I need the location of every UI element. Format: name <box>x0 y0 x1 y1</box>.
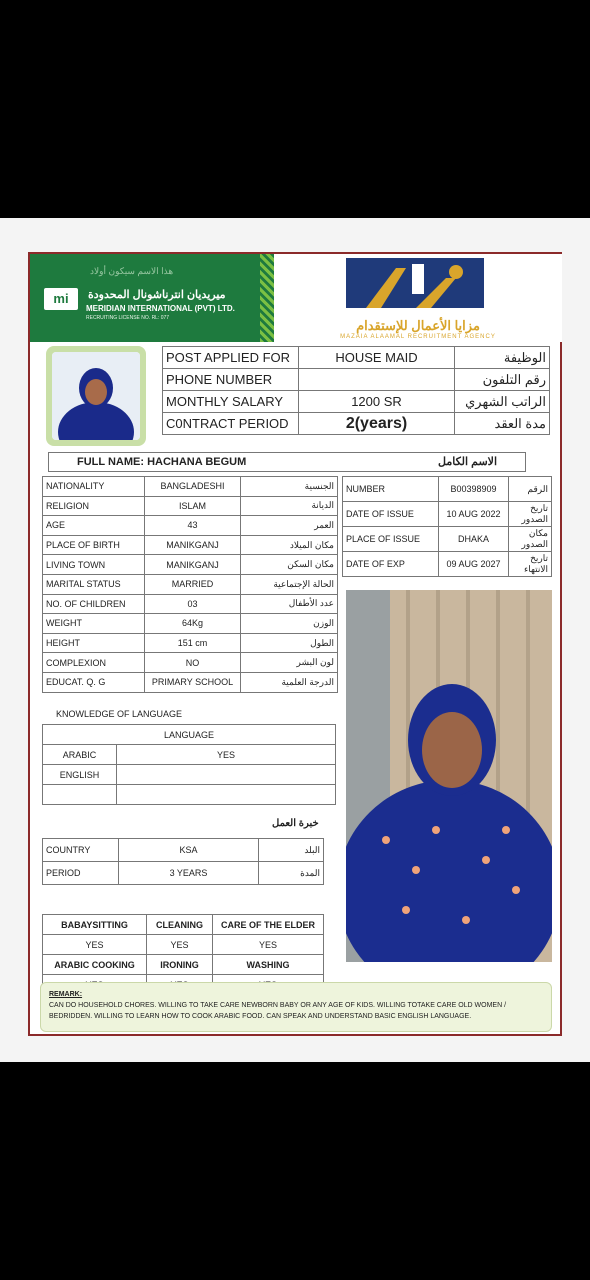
table-row <box>343 552 552 577</box>
table-row <box>43 955 324 975</box>
personal-label: AGE <box>43 516 145 536</box>
personal-label: RELIGION <box>43 496 145 516</box>
job-label: POST APPLIED FOR <box>163 347 299 369</box>
meridian-license: RECRUITING LICENSE NO. RL: 077 <box>86 315 170 321</box>
job-label: PHONE NUMBER <box>163 369 299 391</box>
personal-ar: الطول <box>241 633 338 653</box>
skill-name: IRONING <box>147 955 213 975</box>
experience-table <box>42 838 324 885</box>
meridian-logo: mi <box>44 288 78 310</box>
table-row <box>163 347 550 369</box>
personal-table <box>42 476 338 693</box>
personal-value: MANIKGANJ <box>145 535 241 555</box>
table-row <box>43 516 338 536</box>
personal-ar: الوزن <box>241 614 338 634</box>
agency-arabic-name: مزايا الأعمال للإستقدام <box>356 318 480 333</box>
table-row <box>43 477 338 497</box>
personal-value: ISLAM <box>145 496 241 516</box>
remark-box <box>40 982 552 1032</box>
language-value <box>117 765 336 785</box>
job-value: 1200 SR <box>299 391 455 413</box>
language-name <box>43 785 117 805</box>
passport-ar: تاريخ الصدور <box>509 502 552 527</box>
language-value: YES <box>117 745 336 765</box>
job-label-ar: الراتب الشهري <box>455 391 550 413</box>
passport-value: DHAKA <box>439 527 509 552</box>
job-label-ar: مدة العقد <box>455 413 550 435</box>
personal-label: PLACE OF BIRTH <box>43 535 145 555</box>
passport-ar: تاريخ الانتهاء <box>509 552 552 577</box>
full-name-label-ar: الاسم الكامل <box>438 456 497 468</box>
table-row <box>43 672 338 692</box>
experience-value: KSA <box>119 839 259 862</box>
personal-label: MARITAL STATUS <box>43 574 145 594</box>
passport-label: PLACE OF ISSUE <box>343 527 439 552</box>
document-page <box>0 218 590 1062</box>
personal-ar: مكان الميلاد <box>241 535 338 555</box>
table-row <box>343 477 552 502</box>
table-row <box>43 574 338 594</box>
personal-label: LIVING TOWN <box>43 555 145 575</box>
personal-label: WEIGHT <box>43 614 145 634</box>
personal-label: HEIGHT <box>43 633 145 653</box>
experience-title: خبرة العمل <box>272 818 319 829</box>
personal-value: MARRIED <box>145 574 241 594</box>
skill-value: YES <box>43 935 147 955</box>
skill-value: YES <box>147 935 213 955</box>
personal-label: COMPLEXION <box>43 653 145 673</box>
personal-ar: لون البشر <box>241 653 338 673</box>
passport-label: DATE OF ISSUE <box>343 502 439 527</box>
agency-logo <box>336 258 494 316</box>
language-title: KNOWLEDGE OF LANGUAGE <box>56 709 183 719</box>
passport-value: B00398909 <box>439 477 509 502</box>
passport-label: NUMBER <box>343 477 439 502</box>
table-row <box>43 653 338 673</box>
experience-label: PERIOD <box>43 862 119 885</box>
table-row <box>43 915 324 935</box>
meridian-arabic-top: هذا الاسم سيكون أولاد <box>90 266 174 276</box>
applicant-photo-small <box>46 346 146 446</box>
table-row <box>343 527 552 552</box>
table-row <box>343 502 552 527</box>
applicant-photo-full <box>346 590 552 962</box>
table-row <box>43 594 338 614</box>
table-row <box>163 413 550 435</box>
table-row <box>43 614 338 634</box>
table-row <box>43 725 336 745</box>
job-label: C0NTRACT PERIOD <box>163 413 299 435</box>
personal-value: 03 <box>145 594 241 614</box>
personal-ar: عدد الأطفال <box>241 594 338 614</box>
personal-label: NATIONALITY <box>43 477 145 497</box>
table-row <box>43 765 336 785</box>
cv-sheet <box>28 252 562 1036</box>
experience-value: 3 YEARS <box>119 862 259 885</box>
job-value: 2(years) <box>299 413 455 435</box>
table-row <box>43 745 336 765</box>
job-label: MONTHLY SALARY <box>163 391 299 413</box>
table-row <box>43 535 338 555</box>
table-row <box>163 369 550 391</box>
skill-value: YES <box>213 935 324 955</box>
meridian-header <box>30 254 274 342</box>
personal-value: 43 <box>145 516 241 536</box>
meridian-arabic-name: ميريديان انترناشونال المحدودة <box>88 289 226 301</box>
skill-name: ARABIC COOKING <box>43 955 147 975</box>
personal-value: PRIMARY SCHOOL <box>145 672 241 692</box>
job-label-ar: الوظيفة <box>455 347 550 369</box>
language-table <box>42 724 336 805</box>
remark-text: CAN DO HOUSEHOLD CHORES. WILLING TO TAKE CARE NEWBORN BABY OR ANY AGE OF KIDS. WILLING TOTAKE CARE OLD WOMEN / BEDRIDDEN. WILLING TO LEARN HOW TO COOK ARABIC FOOD. CAN SPEAK AND UNDERSTAND BASIC ENGLISH LANGUAGE. <box>49 1002 507 1020</box>
passport-ar: مكان الصدور <box>509 527 552 552</box>
language-name: ENGLISH <box>43 765 117 785</box>
skill-name: BABAYSITTING <box>43 915 147 935</box>
personal-ar: الجنسية <box>241 477 338 497</box>
table-row <box>43 496 338 516</box>
experience-label-ar: البلد <box>259 839 324 862</box>
table-row <box>43 633 338 653</box>
experience-label: COUNTRY <box>43 839 119 862</box>
passport-value: 10 AUG 2022 <box>439 502 509 527</box>
personal-value: MANIKGANJ <box>145 555 241 575</box>
skill-name: CARE OF THE ELDER <box>213 915 324 935</box>
personal-value: 151 cm <box>145 633 241 653</box>
full-name-value: HACHANA BEGUM <box>147 456 247 468</box>
skill-name: CLEANING <box>147 915 213 935</box>
table-row <box>163 391 550 413</box>
language-name: ARABIC <box>43 745 117 765</box>
passport-value: 09 AUG 2027 <box>439 552 509 577</box>
agency-header <box>274 254 562 342</box>
full-name-row <box>48 452 526 472</box>
personal-label: NO. OF CHILDREN <box>43 594 145 614</box>
personal-ar: الحالة الإجتماعية <box>241 574 338 594</box>
meridian-english-name: MERIDIAN INTERNATIONAL (PVT) LTD. <box>86 304 235 313</box>
personal-ar: العمر <box>241 516 338 536</box>
agency-english-name: MAZAIA ALAAMAL RECRUITMENT AGENCY <box>340 334 496 340</box>
full-name-label: FULL NAME: <box>77 456 145 468</box>
personal-ar: مكان السكن <box>241 555 338 575</box>
table-row <box>43 935 324 955</box>
passport-label: DATE OF EXP <box>343 552 439 577</box>
job-value: HOUSE MAID <box>299 347 455 369</box>
personal-value: BANGLADESHI <box>145 477 241 497</box>
decorative-border <box>260 254 274 342</box>
personal-ar: الدرجة العلمية <box>241 672 338 692</box>
table-row <box>43 862 324 885</box>
job-table <box>162 346 550 435</box>
table-row <box>43 839 324 862</box>
personal-ar: الديانة <box>241 496 338 516</box>
language-value <box>117 785 336 805</box>
personal-label: EDUCAT. Q. G <box>43 672 145 692</box>
table-row <box>43 555 338 575</box>
experience-label-ar: المدة <box>259 862 324 885</box>
job-value <box>299 369 455 391</box>
job-label-ar: رقم التلفون <box>455 369 550 391</box>
passport-table <box>342 476 552 577</box>
table-row <box>43 785 336 805</box>
skill-name: WASHING <box>213 955 324 975</box>
language-header: LANGUAGE <box>43 725 336 745</box>
personal-value: 64Kg <box>145 614 241 634</box>
remark-label: REMARK: <box>49 991 83 998</box>
passport-ar: الرقم <box>509 477 552 502</box>
personal-value: NO <box>145 653 241 673</box>
